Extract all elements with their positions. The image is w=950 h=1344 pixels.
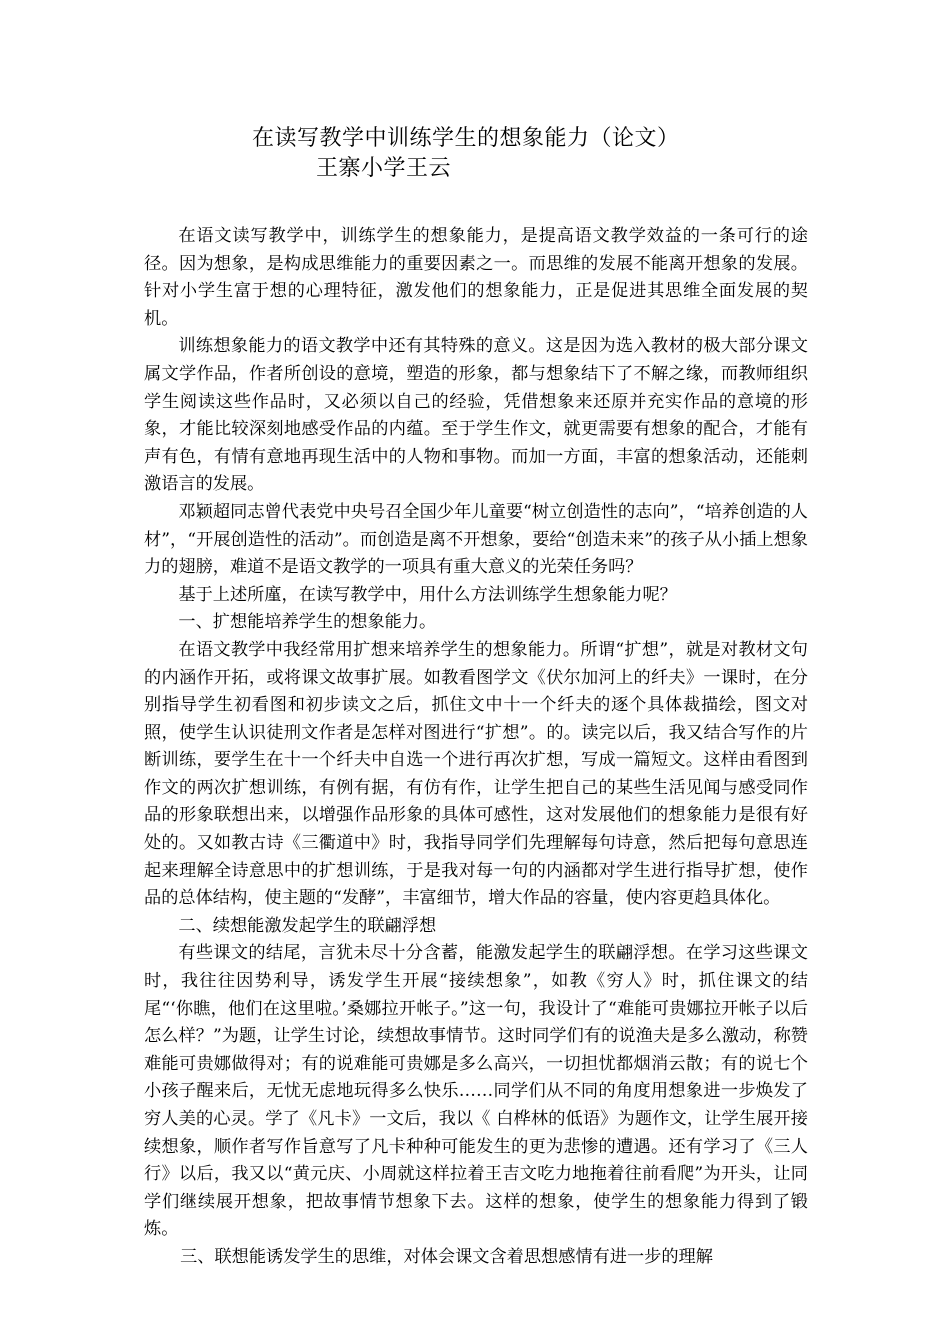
paragraph-question: 基于上述所廑，在读写教学中，用什么方法训练学生想象能力呢？ xyxy=(178,584,677,605)
paragraph-quote: 邓颖超同志曾代表党中央号召全国少年儿童要“树立创造性的志向”，“培养创造的人材”，“开展创造性的活动”。而创造是离不开想象，要给“创造未来”的孩子从小插上想象力的翅膀，难道不是语文教学的一项具有重大意义的光荣任务吗？ xyxy=(144,501,808,578)
section-1-text: 在语文教学中我经常用扩想来培养学生的想象能力。所谓“扩想”，就是对教材文句的内涵作开拓，或将课文故事扩展。如教看图学文《伏尔加河上的纤夫》一课时，在分别指导学生初看图和初步读文之后，抓住文中十一个纤夫的逐个具体裁描绘，图文对照，使学生认识徒刑文作者是怎样对图进行“扩想”。的。读完以后，我又结合写作的片断训练，要学生在十一个纤夫中自选一个进行再次扩想，写成一篇短文。这样由看图到作文的两次扩想训练，有例有据，有仿有作，让学生把自己的某些生活见闻与感受同作品的形象联想出来，以增强作品形象的具体可感性，这对发展他们的想象能力是很有好处的。又如教古诗《三衢道中》时，我指导同学们先理解每句诗意，然后把每句意思连起来理解全诗意思中的扩想训练，于是我对每一句的内涵都对学生进行指导扩想，使作品的总体结构，使主题的“发酵”，丰富细节，增大作品的容量，使内容更趋具体化。 xyxy=(144,639,808,909)
document-author: 王寨小学王云 xyxy=(316,156,452,181)
paragraph-intro: 在语文读写教学中，训练学生的想象能力，是提高语文教学效益的一条可行的途径。因为想象，是构成思维能力的重要因素之一。而思维的发展不能离开想象的发展。针对小学生富于想的心理特征，激发他们的想象能力，正是促进其思维全面发展的契机。 xyxy=(144,226,808,329)
section-2-text: 有些课文的结尾，言犹未尽十分含蓄，能激发起学生的联翩浮想。在学习这些课文时，我往往因势利导，诱发学生开展“接续想象”，如教《穷人》时，抓住课文的结尾“‘你瞧，他们在这里啦。’桑娜拉开帐子。”这一句，我设计了“难能可贵娜拉开帐子以后怎么样？”为题，让学生讨论，续想故事情节。这时同学们有的说渔夫是多么激动，称赞难能可贵娜做得对；有的说难能可贵娜是多么高兴，一切担忧都烟消云散；有的说七个小孩子醒来后，无忧无虑地玩得多么快乐……同学们从不同的角度用想象进一步焕发了穷人美的心灵。学了《凡卡》一文后，我以《 白桦林的低语》为题作文，让学生展开接续想象，顺作者写作旨意写了凡卡种种可能发生的更为悲惨的遭遇。还有学习了《三人行》以后，我又以“黄元庆、小周就这样拉着王吉文吃力地拖着往前看爬”为开头，让同学们继续展开想象，把故事情节想象下去。这样的想象，使学生的想象能力得到了锻炼。 xyxy=(144,943,808,1240)
section-heading-2: 二、续想能激发起学生的联翩浮想 xyxy=(178,915,437,936)
paragraph-significance: 训练想象能力的语文教学中还有其特殊的意义。这是因为选入教材的极大部分课文属文学作品，作者所创设的意境，塑造的形象，都与想象结下了不解之缘，而教师组织学生阅读这些作品时，又必须以自己的经验，凭借想象来还原并充实作品的意境的形象，才能比较深刻地感受作品的内蕴。至于学生作文，就更需要有想象的配合，才能有声有色，有情有意地再现生活中的人物和事物。而加一方面，丰富的想象活动，还能刺激语言的发展。 xyxy=(144,336,808,495)
section-heading-3: 三、联想能诱发学生的思维，对体会课文含着思想感情有进一步的理解 xyxy=(180,1246,713,1267)
section-heading-1: 一、扩想能培养学生的想象能力。 xyxy=(178,612,437,633)
document-body xyxy=(144,223,808,1272)
document-title: 在读写教学中训练学生的想象能力（论文） xyxy=(252,126,680,151)
